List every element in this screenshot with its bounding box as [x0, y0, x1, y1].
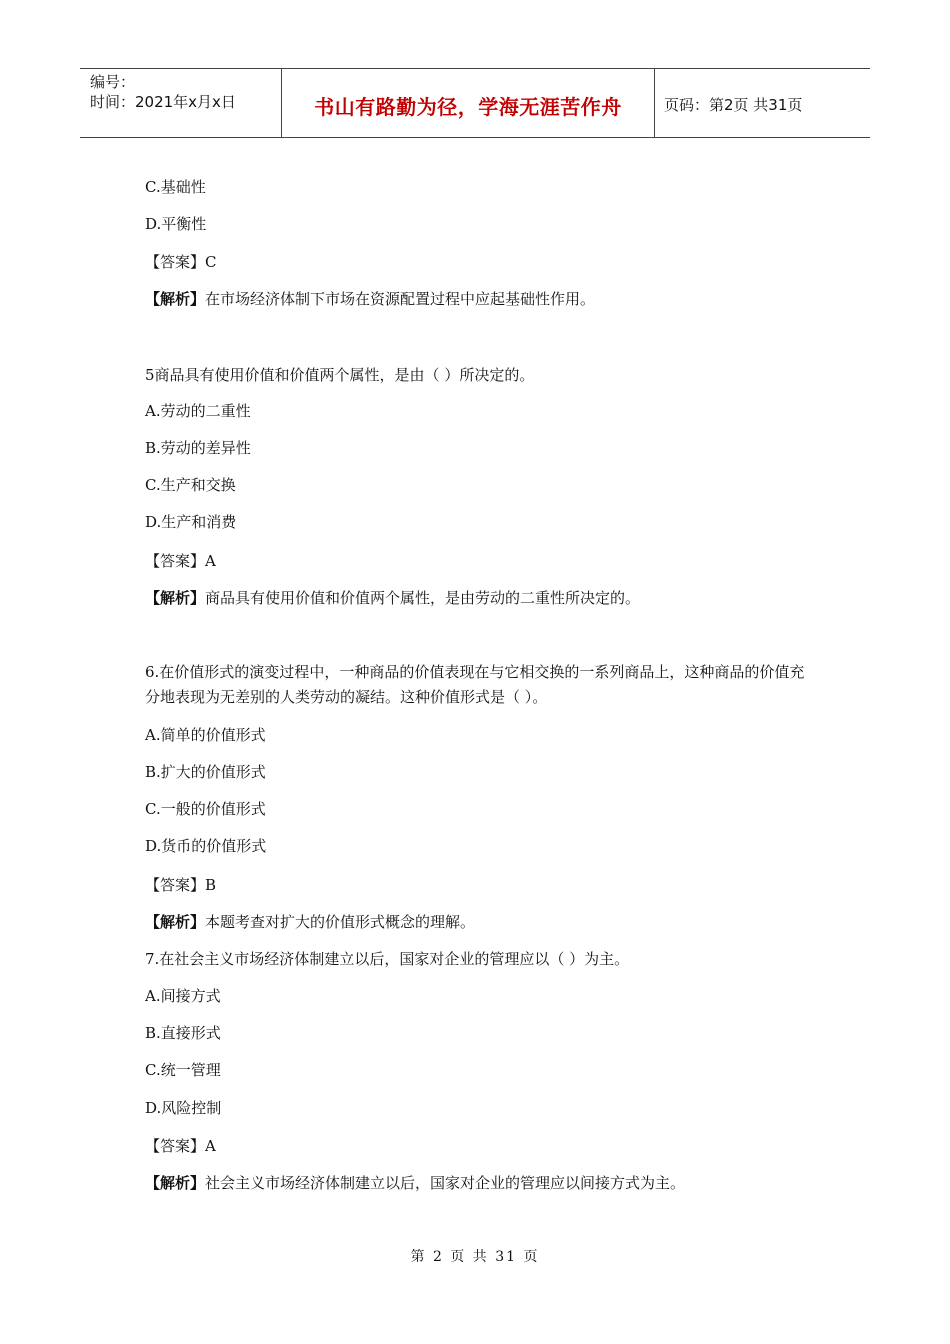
- q4-analysis: [145, 288, 595, 310]
- q6-question: 6.在价值形式的演变过程中，一种商品的价值表现在与它相交换的一系列商品上，这种商品的价值充分地表现为无差别的人类劳动的凝结。这种价值形式是（ ）。: [145, 663, 805, 706]
- header-page-number: 页码：第2页 共31页: [664, 96, 803, 114]
- header-page-cell: [654, 69, 870, 137]
- answer-label: 【答案】: [145, 1137, 206, 1155]
- q6-option-d: D.货币的价值形式: [145, 837, 267, 855]
- analysis-text: 本题考查对扩大的价值形式概念的理解。: [205, 913, 476, 931]
- q4-answer: [145, 251, 217, 273]
- q5-option-d: D.生产和消费: [145, 513, 237, 531]
- q5-answer: [145, 550, 216, 572]
- q7-analysis: [145, 1172, 685, 1194]
- date-label: 时间：2021年x月x日: [90, 93, 236, 111]
- q4-option-c: C.基础性: [145, 178, 206, 196]
- analysis-label: 【解析】: [145, 589, 206, 607]
- q5-option-a: A.劳动的二重性: [145, 402, 251, 420]
- answer-value: A: [205, 552, 216, 570]
- answer-value: B: [205, 876, 217, 894]
- answer-label: 【答案】: [145, 552, 206, 570]
- analysis-label: 【解析】: [145, 913, 206, 931]
- header-meta: [80, 69, 280, 137]
- answer-label: 【答案】: [145, 253, 206, 271]
- motto: 书山有路勤为径，学海无涯苦作舟: [314, 95, 622, 119]
- analysis-text: 社会主义市场经济体制建立以后，国家对企业的管理应以间接方式为主。: [205, 1174, 686, 1192]
- q7-option-b: B.直接形式: [145, 1024, 221, 1042]
- analysis-label: 【解析】: [145, 290, 206, 308]
- q6-answer: [145, 874, 216, 896]
- q6-option-b: B.扩大的价值形式: [145, 763, 266, 781]
- q6-analysis: [145, 911, 475, 933]
- answer-label: 【答案】: [145, 876, 206, 894]
- q7-option-a: A.间接方式: [145, 987, 221, 1005]
- header-motto-cell: [281, 69, 655, 137]
- answer-value: C: [205, 253, 217, 271]
- q6-option-c: C.一般的价值形式: [145, 800, 266, 818]
- q5-question: 5商品具有使用价值和价值两个属性，是由（ ）所决定的。: [145, 366, 535, 384]
- page-header: [80, 68, 870, 138]
- q5-option-b: B.劳动的差异性: [145, 439, 251, 457]
- q5-analysis: [145, 587, 640, 609]
- q6-option-a: A.简单的价值形式: [145, 726, 266, 744]
- q7-answer: [145, 1135, 216, 1157]
- analysis-label: 【解析】: [145, 1174, 206, 1192]
- answer-value: A: [205, 1137, 216, 1155]
- analysis-text: 商品具有使用价值和价值两个属性，是由劳动的二重性所决定的。: [205, 589, 641, 607]
- number-label: 编号：: [90, 73, 136, 91]
- page-footer: 第 2 页 共 31 页: [410, 1249, 540, 1265]
- q7-question: 7.在社会主义市场经济体制建立以后，国家对企业的管理应以（ ）为主。: [145, 950, 630, 968]
- q5-option-c: C.生产和交换: [145, 476, 236, 494]
- q4-option-d: D.平衡性: [145, 215, 207, 233]
- q7-option-c: C.统一管理: [145, 1061, 221, 1079]
- analysis-text: 在市场经济体制下市场在资源配置过程中应起基础性作用。: [205, 290, 596, 308]
- q7-option-d: D.风险控制: [145, 1099, 222, 1117]
